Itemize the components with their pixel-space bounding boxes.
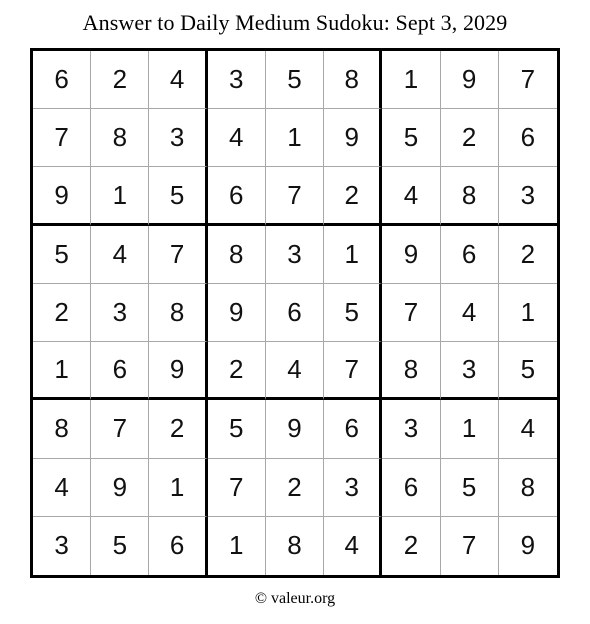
sudoku-cell-r4-c4[interactable]: 8: [208, 226, 266, 284]
sudoku-cell-r9-c8[interactable]: 7: [441, 517, 499, 575]
sudoku-cell-r7-c8[interactable]: 1: [441, 400, 499, 458]
sudoku-cell-r4-c9[interactable]: 2: [499, 226, 557, 284]
sudoku-cell-r6-c6[interactable]: 7: [324, 342, 382, 400]
sudoku-cell-r3-c5[interactable]: 7: [266, 167, 324, 225]
sudoku-cell-r6-c5[interactable]: 4: [266, 342, 324, 400]
sudoku-cell-r8-c2[interactable]: 9: [91, 459, 149, 517]
sudoku-cell-r3-c2[interactable]: 1: [91, 167, 149, 225]
sudoku-cell-r3-c7[interactable]: 4: [382, 167, 440, 225]
sudoku-cell-r3-c1[interactable]: 9: [33, 167, 91, 225]
sudoku-cell-r3-c3[interactable]: 5: [149, 167, 207, 225]
page-title: Answer to Daily Medium Sudoku: Sept 3, 2029: [82, 10, 508, 35]
sudoku-cell-r6-c3[interactable]: 9: [149, 342, 207, 400]
sudoku-cell-r1-c5[interactable]: 5: [266, 51, 324, 109]
sudoku-cell-r9-c6[interactable]: 4: [324, 517, 382, 575]
sudoku-cell-r8-c7[interactable]: 6: [382, 459, 440, 517]
sudoku-cell-r5-c6[interactable]: 5: [324, 284, 382, 342]
sudoku-board: [30, 48, 560, 578]
sudoku-cell-r6-c1[interactable]: 1: [33, 342, 91, 400]
sudoku-cell-r7-c3[interactable]: 2: [149, 400, 207, 458]
sudoku-cell-r8-c4[interactable]: 7: [208, 459, 266, 517]
sudoku-cell-r6-c9[interactable]: 5: [499, 342, 557, 400]
sudoku-cell-r2-c4[interactable]: 4: [208, 109, 266, 167]
sudoku-cell-r5-c7[interactable]: 7: [382, 284, 440, 342]
sudoku-cell-r7-c6[interactable]: 6: [324, 400, 382, 458]
sudoku-cell-r8-c9[interactable]: 8: [499, 459, 557, 517]
sudoku-cell-r5-c1[interactable]: 2: [33, 284, 91, 342]
sudoku-cell-r9-c5[interactable]: 8: [266, 517, 324, 575]
sudoku-cell-r5-c2[interactable]: 3: [91, 284, 149, 342]
sudoku-cell-r2-c5[interactable]: 1: [266, 109, 324, 167]
sudoku-cell-r2-c1[interactable]: 7: [33, 109, 91, 167]
sudoku-cell-r9-c3[interactable]: 6: [149, 517, 207, 575]
sudoku-cell-r1-c9[interactable]: 7: [499, 51, 557, 109]
sudoku-cell-r9-c9[interactable]: 9: [520, 530, 536, 561]
sudoku-cell-r3-c8[interactable]: 8: [441, 167, 499, 225]
sudoku-cell-r1-c1[interactable]: 6: [33, 51, 91, 109]
sudoku-cell-r9-c1[interactable]: 3: [33, 517, 91, 575]
sudoku-cell-r4-c7[interactable]: 9: [382, 226, 440, 284]
sudoku-cell-r4-c6[interactable]: 1: [324, 226, 382, 284]
sudoku-cell-r3-c9[interactable]: 3: [499, 167, 557, 225]
sudoku-cell-r8-c8[interactable]: 5: [441, 459, 499, 517]
sudoku-cell-r1-c4[interactable]: 3: [208, 51, 266, 109]
sudoku-cell-r1-c8[interactable]: 9: [441, 51, 499, 109]
sudoku-cell-r7-c2[interactable]: 7: [91, 400, 149, 458]
sudoku-cell-r2-c2[interactable]: 8: [91, 109, 149, 167]
sudoku-cell-r6-c2[interactable]: 6: [91, 342, 149, 400]
sudoku-cell-r7-c1[interactable]: 8: [33, 400, 91, 458]
sudoku-cell-r7-c5[interactable]: 9: [266, 400, 324, 458]
sudoku-cell-r7-c7[interactable]: 3: [382, 400, 440, 458]
sudoku-cell-r3-c6[interactable]: 2: [324, 167, 382, 225]
sudoku-cell-r8-c3[interactable]: 1: [149, 459, 207, 517]
sudoku-cell-r6-c7[interactable]: 8: [382, 342, 440, 400]
sudoku-cell-r1-c6[interactable]: 8: [324, 51, 382, 109]
sudoku-cell-r9-c7[interactable]: 2: [382, 517, 440, 575]
sudoku-cell-r2-c3[interactable]: 3: [149, 109, 207, 167]
sudoku-cell-r8-c1[interactable]: 4: [33, 459, 91, 517]
sudoku-cell-r4-c5[interactable]: 3: [266, 226, 324, 284]
sudoku-cell-r1-c2[interactable]: 2: [91, 51, 149, 109]
sudoku-cell-r5-c3[interactable]: 8: [149, 284, 207, 342]
sudoku-cell-r8-c6[interactable]: 3: [324, 459, 382, 517]
sudoku-cell-r2-c8[interactable]: 2: [441, 109, 499, 167]
sudoku-cell-r5-c8[interactable]: 4: [441, 284, 499, 342]
sudoku-cell-r5-c5[interactable]: 6: [266, 284, 324, 342]
sudoku-cell-r1-c7[interactable]: 1: [382, 51, 440, 109]
sudoku-cell-r5-c9[interactable]: 1: [499, 284, 557, 342]
sudoku-cell-r9-c4[interactable]: 1: [208, 517, 266, 575]
sudoku-cell-r1-c3[interactable]: 4: [149, 51, 207, 109]
sudoku-cell-r7-c4[interactable]: 5: [208, 400, 266, 458]
copyright-footer: © valeur.org: [254, 590, 336, 607]
sudoku-cell-r4-c1[interactable]: 5: [33, 226, 91, 284]
sudoku-cell-r6-c8[interactable]: 3: [441, 342, 499, 400]
sudoku-cell-r9-c2[interactable]: 5: [91, 517, 149, 575]
sudoku-cell-r4-c2[interactable]: 4: [91, 226, 149, 284]
sudoku-cell-r6-c4[interactable]: 2: [208, 342, 266, 400]
sudoku-cell-r2-c7[interactable]: 5: [382, 109, 440, 167]
sudoku-cell-r3-c4[interactable]: 6: [208, 167, 266, 225]
sudoku-cell-r4-c3[interactable]: 7: [149, 226, 207, 284]
sudoku-cell-r7-c9[interactable]: 4: [499, 400, 557, 458]
sudoku-cell-r5-c4[interactable]: 9: [208, 284, 266, 342]
sudoku-cell-r4-c8[interactable]: 6: [441, 226, 499, 284]
sudoku-cell-r2-c6[interactable]: 9: [324, 109, 382, 167]
sudoku-cell-r2-c9[interactable]: 6: [499, 109, 557, 167]
sudoku-cell-r8-c5[interactable]: 2: [266, 459, 324, 517]
